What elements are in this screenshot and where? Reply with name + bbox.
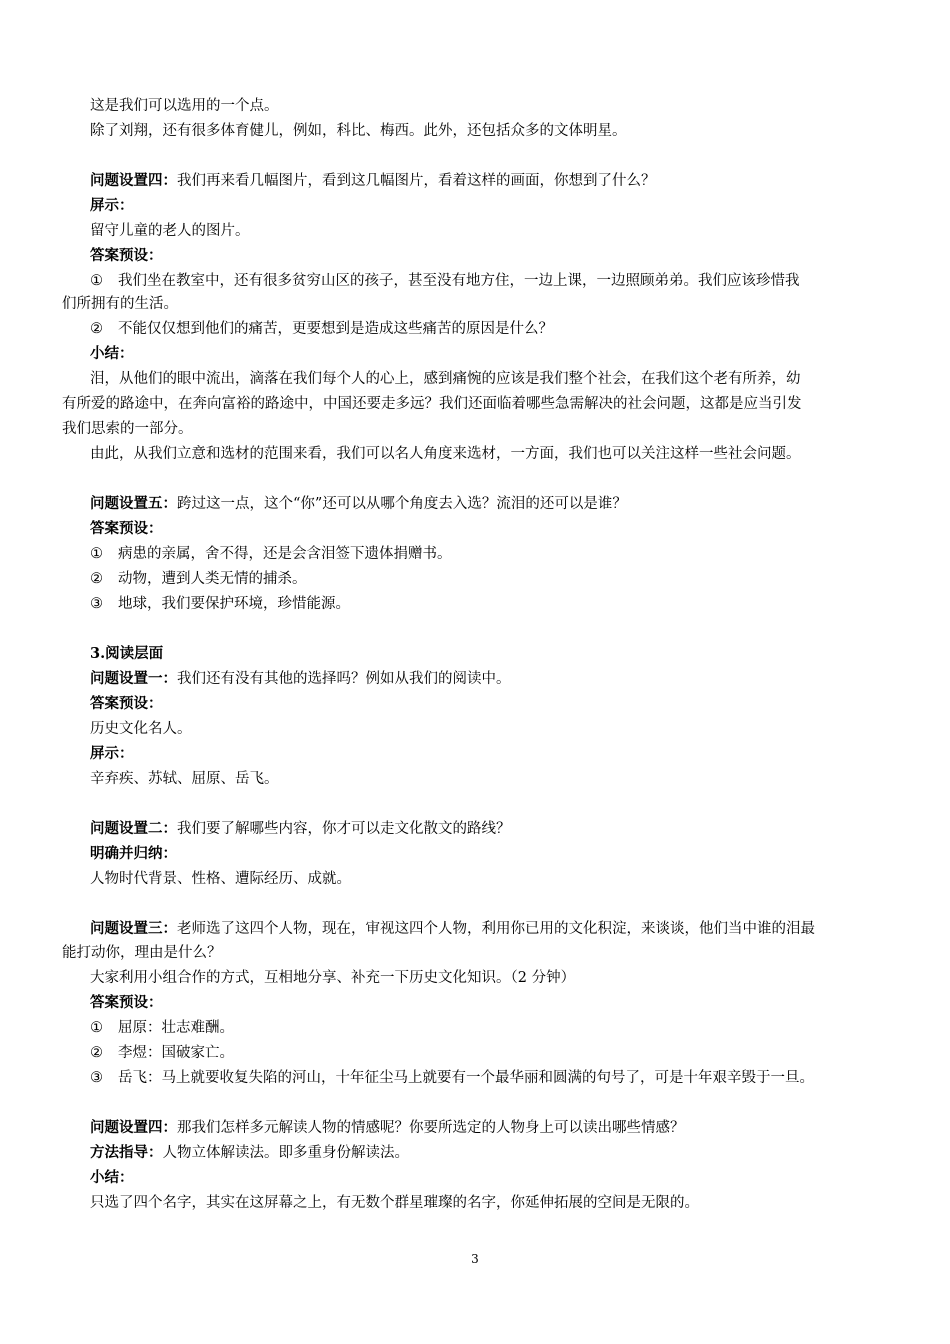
question-5: 问题设置五：跨过这一点，这个“你”还可以从哪个角度去入选？流泪的还可以是谁？ [90, 495, 627, 512]
answer-label: 答案预设： [90, 994, 163, 1011]
answer-item-cont: 们所拥有的生活。 [62, 296, 178, 312]
question-4: 问题设置四：我们再来看几幅图片，看到这几幅图片，看着这样的画面，你想到了什么？ [90, 172, 656, 189]
show-text: 留守儿童的老人的图片。 [90, 223, 250, 239]
page-number: 3 [471, 1252, 479, 1266]
instruction-text: 大家利用小组合作的方式，互相地分享、补充一下历史文化知识。（2 分钟） [90, 970, 576, 986]
answer-item: ① 病患的亲属，舍不得，还是会含泪签下遗体捐赠书。 [90, 546, 452, 562]
question-r1: 问题设置一：我们还有没有其他的选择吗？例如从我们的阅读中。 [90, 670, 511, 687]
summary-label: 小结： [90, 345, 134, 362]
answer-text: 人物时代背景、性格、遭际经历、成就。 [90, 871, 351, 887]
summary-line: 由此，从我们立意和选材的范围来看，我们可以名人角度来选材，一方面，我们也可以关注这样一些社会问题。 [90, 446, 801, 462]
clear-label: 明确并归纳： [90, 845, 177, 862]
answer-label: 答案预设： [90, 247, 163, 264]
summary-label: 小结： [90, 1169, 134, 1186]
show-text: 辛弃疾、苏轼、屈原、岳飞。 [90, 771, 279, 787]
answer-item: ② 动物，遭到人类无情的捕杀。 [90, 571, 307, 587]
answer-item: ① 屈原：壮志难酬。 [90, 1020, 234, 1036]
answer-item: ③ 岳飞：马上就要收复失陷的河山，十年征尘马上就要有一个最华丽和圆满的句号了，可是十年艰辛毁于一旦。 [90, 1070, 814, 1086]
question-r3-cont: 能打动你，理由是什么？ [62, 945, 222, 961]
section-heading: 3.阅读层面 [90, 645, 164, 662]
answer-item: ② 不能仅仅想到他们的痛苦，更要想到是造成这些痛苦的原因是什么？ [90, 321, 553, 337]
show-label: 屏示： [90, 745, 134, 762]
summary-line: 泪，从他们的眼中流出，滴落在我们每个人的心上，感到痛惋的应该是我们整个社会，在我们这个老有所养，幼 [90, 371, 801, 387]
answer-item: ② 李煜：国破家亡。 [90, 1045, 234, 1061]
question-r3: 问题设置三：老师选了这四个人物，现在，审视这四个人物，利用你已用的文化积淀，来谈谈，他们当中谁的泪最 [90, 920, 815, 937]
paragraph: 除了刘翔，还有很多体育健儿，例如，科比、梅西。此外，还包括众多的文体明星。 [90, 123, 627, 139]
method-line: 方法指导：人物立体解读法。即多重身份解读法。 [90, 1144, 409, 1161]
answer-item: ① 我们坐在教室中，还有很多贫穷山区的孩子，甚至没有地方住，一边上课，一边照顾弟弟。我们应该珍惜我 [90, 273, 800, 289]
answer-item: ③ 地球，我们要保护环境，珍惜能源。 [90, 596, 350, 612]
answer-label: 答案预设： [90, 520, 163, 537]
answer-label: 答案预设： [90, 695, 163, 712]
summary-line: 只选了四个名字，其实在这屏幕之上，有无数个群星璀璨的名字，你延伸拓展的空间是无限的。 [90, 1195, 699, 1211]
paragraph: 这是我们可以选用的一个点。 [90, 98, 279, 114]
summary-line: 我们思索的一部分。 [62, 421, 193, 437]
question-r4: 问题设置四：那我们怎样多元解读人物的情感呢？你要所选定的人物身上可以读出哪些情感？ [90, 1119, 685, 1136]
show-label: 屏示： [90, 197, 134, 214]
summary-line: 有所爱的路途中，在奔向富裕的路途中，中国还要走多远？我们还面临着哪些急需解决的社会问题，这都是应当引发 [62, 396, 802, 412]
question-r2: 问题设置二：我们要了解哪些内容，你才可以走文化散文的路线？ [90, 820, 511, 837]
answer-text: 历史文化名人。 [90, 721, 192, 737]
